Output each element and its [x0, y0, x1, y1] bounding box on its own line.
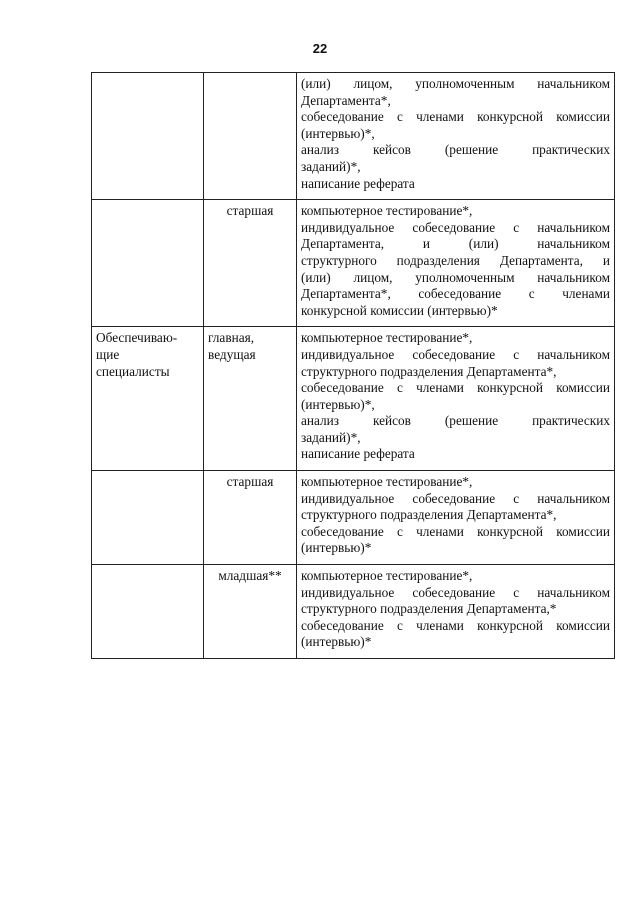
method-line: Департамента*,	[301, 92, 391, 108]
methods-cell	[297, 471, 615, 565]
methods-cell	[297, 73, 615, 200]
table-row	[92, 327, 615, 471]
group-cell	[92, 73, 204, 200]
group-cell	[92, 471, 204, 565]
methods-cell	[297, 565, 615, 659]
level-cell	[204, 200, 297, 327]
group-cell: Обеспечиваю- щие специалисты	[92, 327, 204, 471]
method-line: заданий)*,	[301, 158, 361, 174]
method-line: (или) лицом, уполномоченным начальником	[301, 76, 610, 91]
table-row	[92, 565, 615, 659]
method-line: написание реферата	[301, 175, 415, 191]
method-line: индивидуальное собеседование с начальником	[301, 490, 610, 506]
method-line: индивидуальное собеседование с начальником	[301, 584, 610, 600]
method-line: структурного подразделения Департамента, и	[301, 252, 610, 268]
method-line: компьютерное тестирование*,	[301, 330, 473, 346]
level-cell	[204, 73, 297, 200]
level-label: старшая	[226, 203, 274, 219]
method-line: компьютерное тестирование*,	[301, 568, 473, 584]
method-line: анализ кейсов (решение практических	[301, 413, 610, 429]
method-line: (интервью)*	[301, 540, 372, 556]
table-row	[92, 471, 615, 565]
method-line: (или) лицом, уполномоченным начальником	[301, 269, 610, 285]
group-cell	[92, 565, 204, 659]
method-line: (интервью)*,	[301, 125, 375, 141]
level-cell	[204, 471, 297, 565]
method-line: индивидуальное собеседование с начальником	[301, 219, 610, 235]
table-row	[92, 73, 615, 200]
method-line: Департамента, и (или) начальником	[301, 236, 610, 252]
page-number: 22	[312, 41, 328, 56]
method-line: структурного подразделения Департамента*,	[301, 363, 557, 379]
method-line: собеседование с членами конкурсной комиссии	[301, 380, 610, 396]
table-row	[92, 200, 615, 327]
method-line: (интервью)*	[301, 634, 372, 650]
method-line: структурного подразделения Департамента,*	[301, 601, 557, 617]
method-line: Департамента*, собеседование с членами	[301, 286, 610, 302]
method-line: конкурсной комиссии (интервью)*	[301, 302, 498, 318]
methods-cell	[297, 200, 615, 327]
method-line: компьютерное тестирование*,	[301, 203, 473, 219]
level-label: младшая**	[218, 568, 282, 584]
method-line: (интервью)*,	[301, 396, 375, 412]
method-line: индивидуальное собеседование с начальником	[301, 346, 610, 362]
method-line: собеседование с членами конкурсной комиссии	[301, 109, 610, 125]
method-line: собеседование с членами конкурсной комиссии	[301, 617, 610, 633]
method-line: анализ кейсов (решение практических	[301, 142, 610, 158]
level-cell: главная, ведущая	[204, 327, 297, 471]
level-label: старшая	[226, 474, 274, 490]
method-line: компьютерное тестирование*,	[301, 474, 473, 490]
method-line: заданий)*,	[301, 429, 361, 445]
methods-cell	[297, 327, 615, 471]
level-cell	[204, 565, 297, 659]
group-cell	[92, 200, 204, 327]
method-line: структурного подразделения Департамента*,	[301, 507, 557, 523]
method-line: написание реферата	[301, 446, 415, 462]
method-line: собеседование с членами конкурсной комиссии	[301, 523, 610, 539]
requirements-table	[91, 72, 615, 659]
